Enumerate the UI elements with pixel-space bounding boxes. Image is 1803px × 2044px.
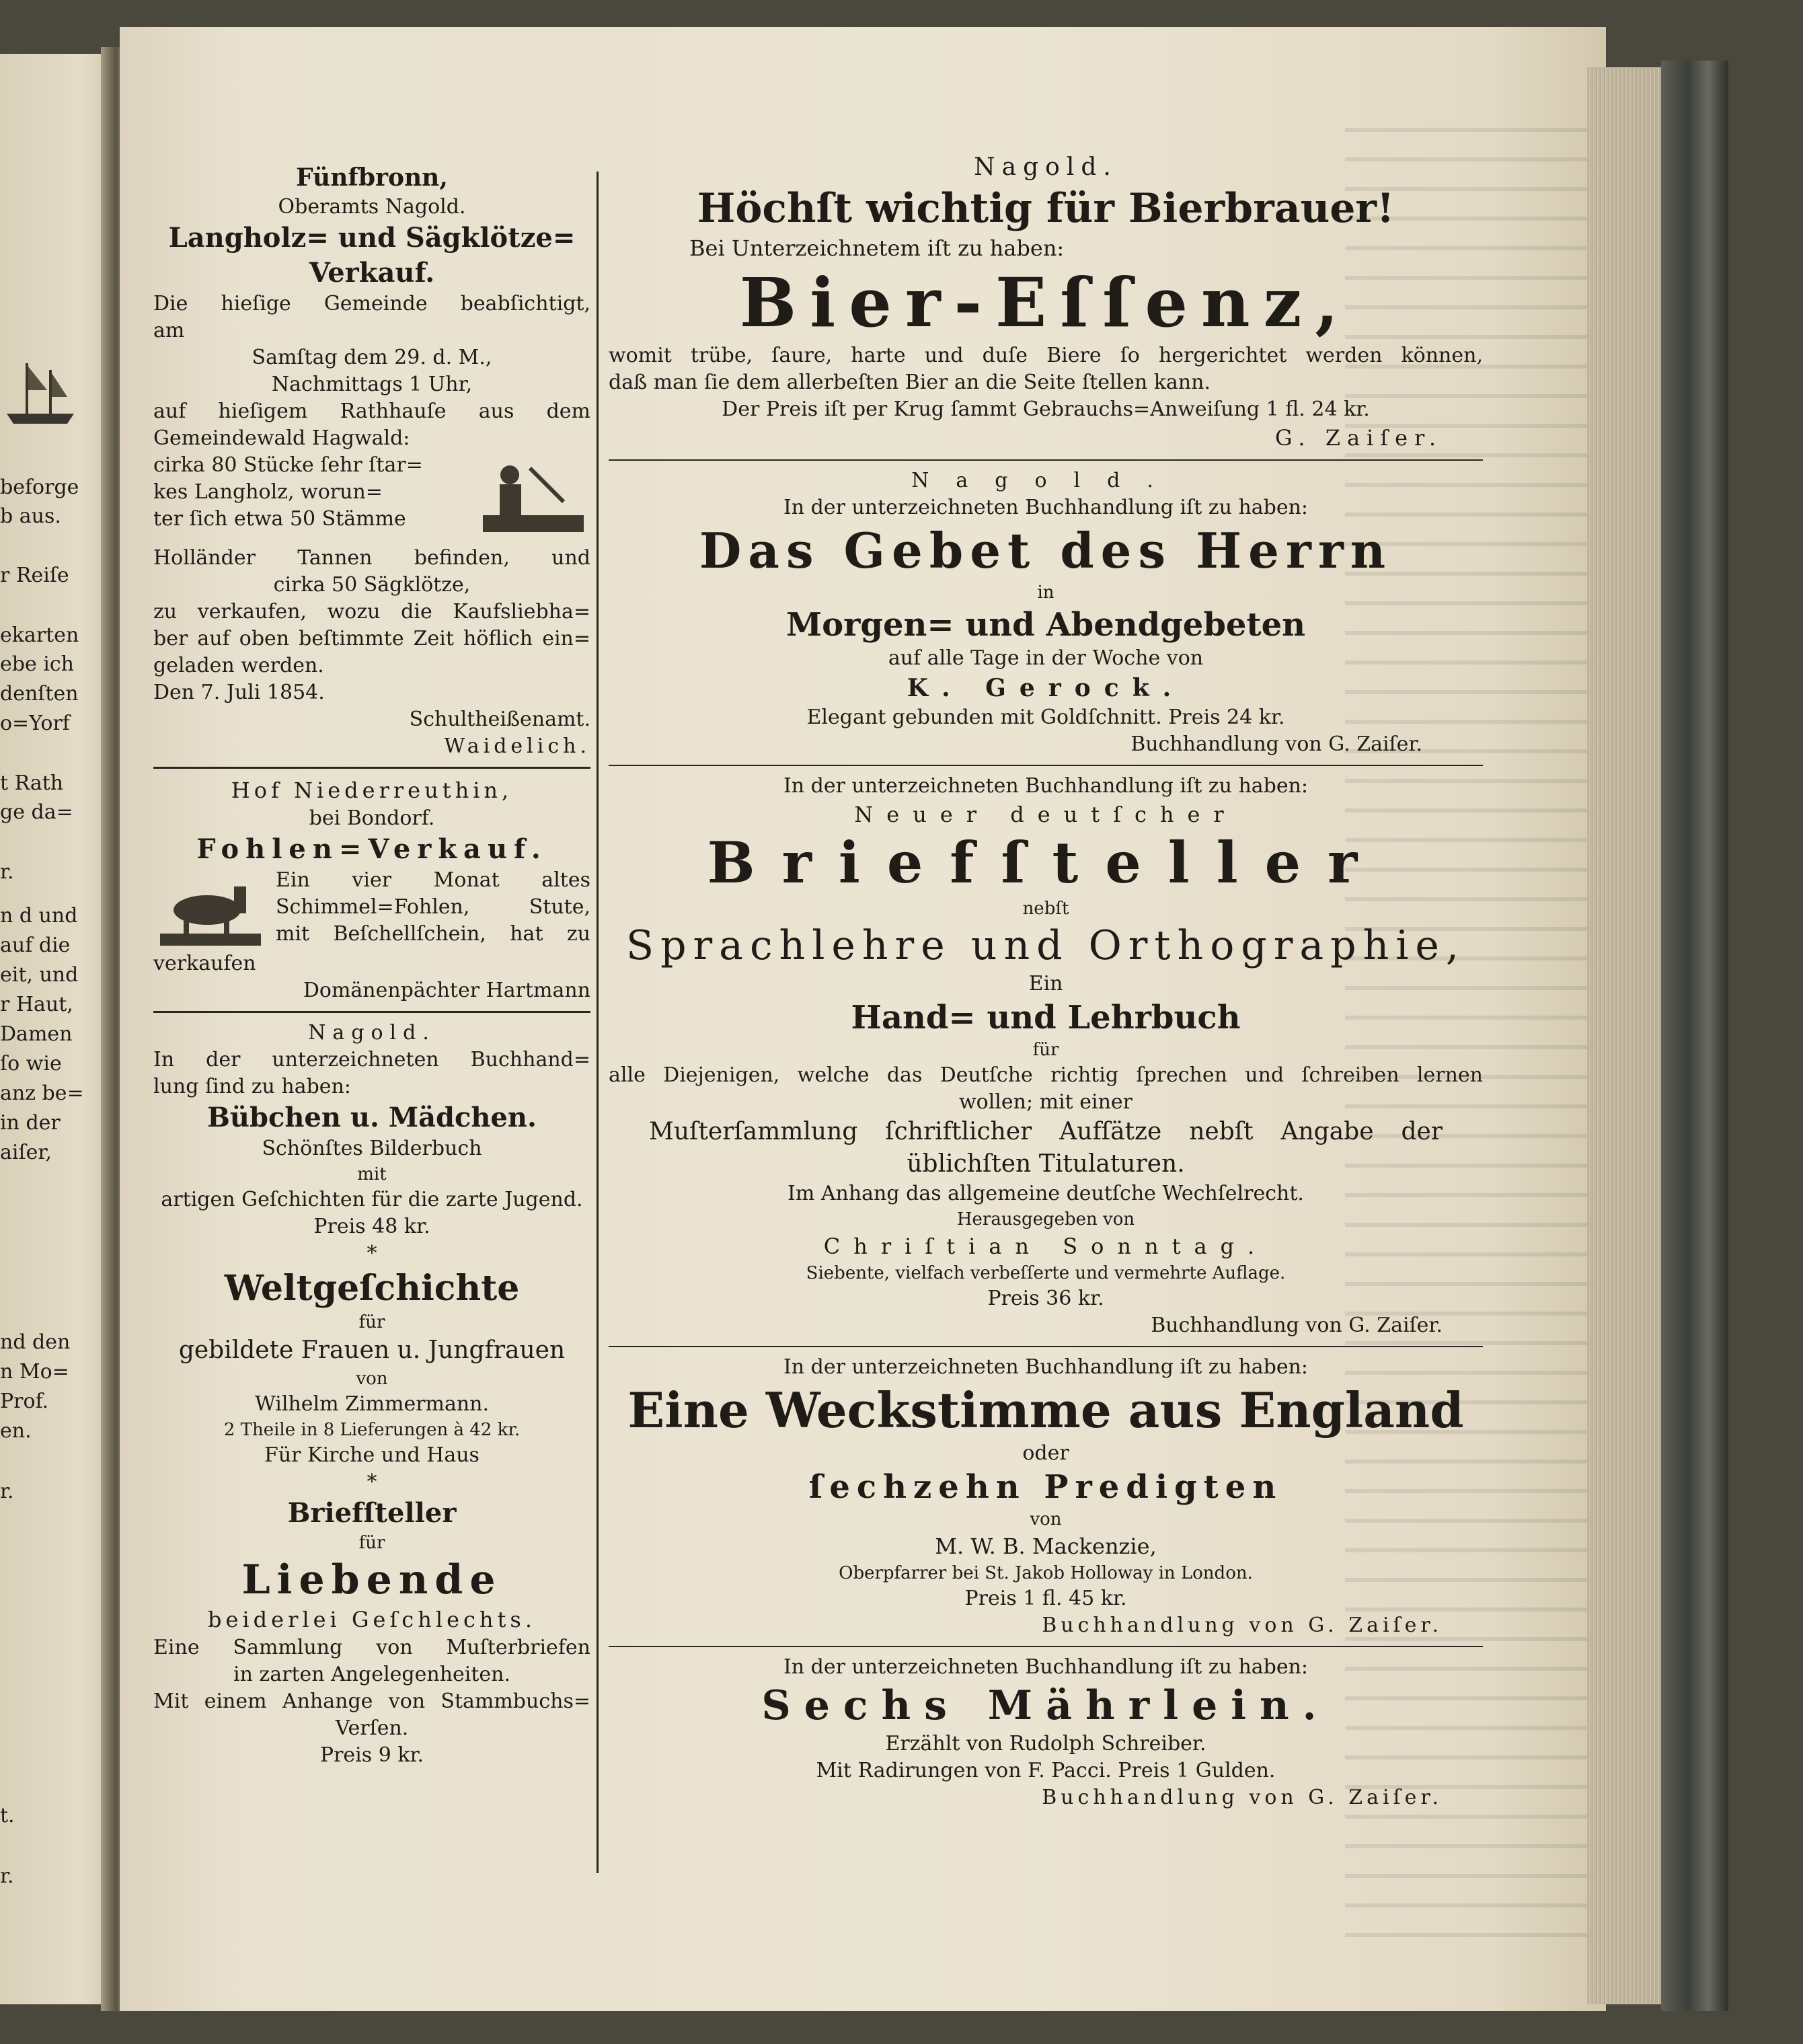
ad-line: mit Beſchellſchein, hat zu <box>276 922 590 946</box>
ad-intro: Bei Unterzeichnetem iſt zu haben: <box>689 235 1065 261</box>
ad-signature: Waidelich. <box>444 734 590 758</box>
woodworker-icon <box>469 455 590 542</box>
ad-place: Nagold. <box>974 153 1118 181</box>
column-rule <box>597 172 599 1873</box>
ad-divider <box>153 767 590 769</box>
book-title: Sprachlehre und Orthographie, <box>625 922 1465 969</box>
ad-fohlen <box>153 775 590 1004</box>
left-fragment: r Reiſe <box>0 564 69 587</box>
book-sub: für <box>358 1312 385 1332</box>
ad-weckstimme <box>609 1354 1483 1639</box>
ad-signature: Buchhandlung von G. Zaiſer. <box>1130 732 1422 756</box>
ad-divider <box>153 1011 590 1013</box>
ad-line: Gemeindewald Hagwald: <box>153 426 410 450</box>
ad-line: zu verkaufen, wozu die Kaufsliebha= <box>153 600 590 623</box>
left-fragment: ge da= <box>0 800 73 824</box>
book-sub: von <box>356 1369 388 1389</box>
left-fragment: o=Yorf <box>0 712 70 735</box>
book-sub: Oberpfarrer bei St. Jakob Holloway in London. <box>839 1563 1253 1583</box>
left-fragment: n Mo= <box>0 1360 69 1384</box>
book-sub: nebſt <box>1022 899 1069 919</box>
book-title: Sechs Mährlein. <box>761 1682 1330 1729</box>
left-fragment: auf die <box>0 934 71 957</box>
ad-line: Die hieſige Gemeinde beabſichtigt, <box>153 292 590 315</box>
ad-place: Fünfbronn, <box>296 163 448 192</box>
book-sub: für <box>1032 1040 1059 1060</box>
ad-line: daß man ſie dem allerbeſten Bier an die Seite ſtellen kann. <box>609 371 1211 394</box>
book-title: Morgen= und Abendgebeten <box>785 606 1306 644</box>
left-fragment: b aus. <box>0 504 61 528</box>
book-sub: Herausgegeben von <box>956 1209 1135 1229</box>
page-edges <box>1587 67 1668 2004</box>
ad-title: Fohlen=Verkauf. <box>196 833 547 865</box>
woodcut-illustration <box>469 455 590 542</box>
ad-headline: Höchſt wichtig für Bierbrauer! <box>697 185 1395 232</box>
ad-line: am <box>153 319 185 342</box>
ad-line: auf hieſigem Rathhauſe aus dem <box>153 400 590 423</box>
ad-line: lung ſind zu haben: <box>153 1075 351 1098</box>
book-author: K. Gerock. <box>907 674 1185 702</box>
ad-time: Nachmittags 1 Uhr, <box>271 373 473 396</box>
book-price: Elegant gebunden mit Goldſchnitt. Preis 24 kr. <box>806 706 1285 729</box>
book-price: Preis 36 kr. <box>987 1287 1104 1310</box>
book-price: Preis 9 kr. <box>319 1743 424 1767</box>
book-price: Preis 1 fl. 45 kr. <box>964 1587 1127 1610</box>
ad-line: cirka 50 Sägklötze, <box>273 573 471 597</box>
book-title: Das Gebet des Herrn <box>699 522 1393 579</box>
book-author: Chriſtian Sonntag. <box>823 1234 1268 1259</box>
ad-place: Nagold. <box>308 1021 436 1045</box>
book-sub: Mit Radirungen von F. Pacci. Preis 1 Gulden. <box>816 1759 1276 1782</box>
ad-signature: Domänenpächter Hartmann <box>303 979 590 1002</box>
book-sub: beiderlei Geſchlechts. <box>208 1607 536 1632</box>
ad-sub: bei Bondorf. <box>309 806 435 830</box>
ad-line: wollen; mit einer <box>958 1090 1133 1114</box>
ad-intro: In der unterzeichneten Buchhandlung iſt zu haben: <box>783 774 1309 798</box>
ad-divider <box>609 459 1483 461</box>
ad-line: ber auf oben beſtimmte Zeit höflich ein= <box>153 627 590 650</box>
book-sub: von <box>1030 1509 1062 1529</box>
ad-intro: In der unterzeichneten Buchhandlung iſt zu haben: <box>783 1355 1309 1379</box>
ad-price: Der Preis iſt per Krug ſammt Gebrauchs=Anweiſung 1 fl. 24 kr. <box>722 398 1370 421</box>
ad-intro: In der unterzeichneten Buchhandlung iſt zu haben: <box>783 1655 1309 1679</box>
star-divider: * <box>367 1242 377 1265</box>
left-fragment: eit, und <box>0 963 79 987</box>
left-fragment: r. <box>0 860 14 884</box>
ad-maehrlein <box>609 1654 1483 1811</box>
ad-line: verkaufen <box>153 952 256 975</box>
left-fragment: denſten <box>0 682 79 706</box>
book-sub: in <box>1037 582 1054 603</box>
ad-divider <box>609 1646 1483 1647</box>
book-sub: Schönſtes Bilderbuch <box>262 1137 482 1160</box>
ad-intro: In der unterzeichneten Buchhandlung iſt zu haben: <box>783 496 1309 519</box>
book-title: Hand= und Lehrbuch <box>851 999 1241 1036</box>
left-fragment: ebe ich <box>0 652 74 676</box>
book-sub: oder <box>1022 1441 1069 1465</box>
ad-line: alle Diejenigen, welche das Deutſche richtig ſprechen und ſchreiben lernen <box>609 1063 1483 1087</box>
left-fragment: beforge <box>0 476 79 499</box>
left-fragment: t. <box>0 1804 15 1827</box>
book-title: Liebende <box>241 1556 502 1603</box>
ad-line: Den 7. Juli 1854. <box>153 681 325 704</box>
ad-briefsteller <box>609 773 1483 1339</box>
book-title: ſechzehn Predigten <box>808 1468 1283 1506</box>
ad-line: üblichſten Titulaturen. <box>907 1150 1185 1178</box>
book-title: Eine Weckstimme aus England <box>627 1381 1464 1439</box>
book-title: Briefſteller <box>287 1497 457 1529</box>
product-title: Bier-Eſſenz, <box>739 263 1352 342</box>
book-author: Wilhelm Zimmermann. <box>254 1392 490 1416</box>
ad-signature: Buchhandlung von G. Zaiſer. <box>1042 1614 1443 1637</box>
book-author: M. W. B. Mackenzie, <box>935 1534 1157 1559</box>
book-title: Weltgeſchichte <box>224 1268 520 1309</box>
ad-langholz <box>153 161 590 760</box>
ad-line: geladen werden. <box>153 654 324 677</box>
left-fragment: Damen <box>0 1022 73 1046</box>
ad-signature: G. Zaiſer. <box>1274 425 1443 451</box>
left-fragment: r. <box>0 1480 14 1503</box>
ad-line: Im Anhang das allgemeine deutſche Wechſelrecht. <box>788 1182 1304 1205</box>
left-fragment: aiſer, <box>0 1141 52 1164</box>
book-sub: Für Kirche und Haus <box>264 1443 479 1467</box>
ad-line: Ein vier Monat altes <box>276 868 590 892</box>
book-sub: Ein <box>1028 972 1063 995</box>
ad-line: Schimmel=Fohlen, Stute, <box>276 895 590 919</box>
book-author: Erzählt von Rudolph Schreiber. <box>885 1732 1206 1755</box>
ad-line: womit trübe, ſaure, harte und duſe Biere ſo hergerichtet werden können, <box>609 344 1483 367</box>
left-fragment: n d und <box>0 904 78 928</box>
ad-date: Samſtag dem 29. d. M., <box>252 346 492 369</box>
ad-district: Oberamts Nagold. <box>278 195 466 219</box>
book-sub: in zarten Angelegenheiten. <box>233 1663 511 1686</box>
ad-line: Muſterſammlung ſchriftlicher Aufſätze nebſt Angabe der <box>649 1118 1443 1145</box>
horse-illustration <box>153 870 268 950</box>
book-sub: artigen Geſchichten für die zarte Jugend. <box>161 1188 583 1211</box>
ad-bier-essenz <box>609 151 1483 453</box>
book-sub: Mit einem Anhange von Stammbuchs= <box>153 1690 590 1713</box>
ad-line: In der unterzeichneten Buchhand= <box>153 1048 590 1071</box>
ad-title: Verkauf. <box>309 257 435 289</box>
ad-signature: Buchhandlung von G. Zaiſer. <box>1042 1786 1443 1809</box>
book-sub: mit <box>357 1164 387 1184</box>
right-column <box>609 151 1483 1811</box>
book-sub: Eine Sammlung von Muſterbriefen <box>153 1636 590 1659</box>
ad-line: ter ſich etwa 50 Stämme <box>153 507 406 531</box>
left-fragment: en. <box>0 1419 32 1443</box>
left-column <box>153 161 590 1769</box>
ad-signature: Buchhandlung von G. Zaiſer. <box>1151 1314 1443 1337</box>
left-fragment: ekarten <box>0 623 79 647</box>
ship-illustration <box>0 350 81 430</box>
left-fragment: in der <box>0 1111 61 1135</box>
left-fragment: r Haut, <box>0 993 73 1016</box>
ad-title: Langholz= und Sägklötze= <box>168 222 576 254</box>
left-fragment: Prof. <box>0 1390 49 1413</box>
ad-divider <box>609 765 1483 766</box>
book-sub: gebildete Frauen u. Jungfrauen <box>178 1336 566 1364</box>
left-fragment: t Rath <box>0 771 64 795</box>
ad-books-left <box>153 1020 590 1769</box>
ad-line: kes Langholz, worun= <box>153 480 383 504</box>
book-parts: 2 Theile in 8 Lieferungen à 42 kr. <box>223 1420 521 1440</box>
book-sub: Neuer deutſcher <box>854 802 1237 827</box>
left-fragment: r. <box>0 1864 14 1888</box>
ad-place: Nagold. <box>911 469 1180 492</box>
book-sub: für <box>358 1533 385 1553</box>
ad-place: Hof Niederreuthin, <box>231 778 513 803</box>
book-title: Briefſteller <box>707 829 1385 896</box>
left-fragment: nd den <box>0 1330 71 1354</box>
book-price: Preis 48 kr. <box>313 1215 430 1238</box>
ad-signature: Schultheißenamt. <box>409 708 590 731</box>
ad-line: cirka 80 Stücke ſehr ſtar= <box>153 453 423 477</box>
book-sub: auf alle Tage in der Woche von <box>888 646 1204 670</box>
ad-line: Holländer Tannen befinden, und <box>153 546 590 570</box>
left-fragment: ſo wie <box>0 1052 62 1075</box>
book-sub: Verſen. <box>335 1716 409 1740</box>
book-cover-edge <box>1661 61 1728 2011</box>
star-divider: * <box>367 1470 377 1494</box>
left-fragment: anz be= <box>0 1082 84 1105</box>
horse-icon <box>153 870 268 950</box>
book-title: Bübchen u. Mädchen. <box>207 1102 537 1133</box>
ad-gebet <box>609 467 1483 758</box>
book-edition: Siebente, vielfach verbeſſerte und vermehrte Auflage. <box>806 1263 1286 1283</box>
ad-divider <box>609 1346 1483 1347</box>
